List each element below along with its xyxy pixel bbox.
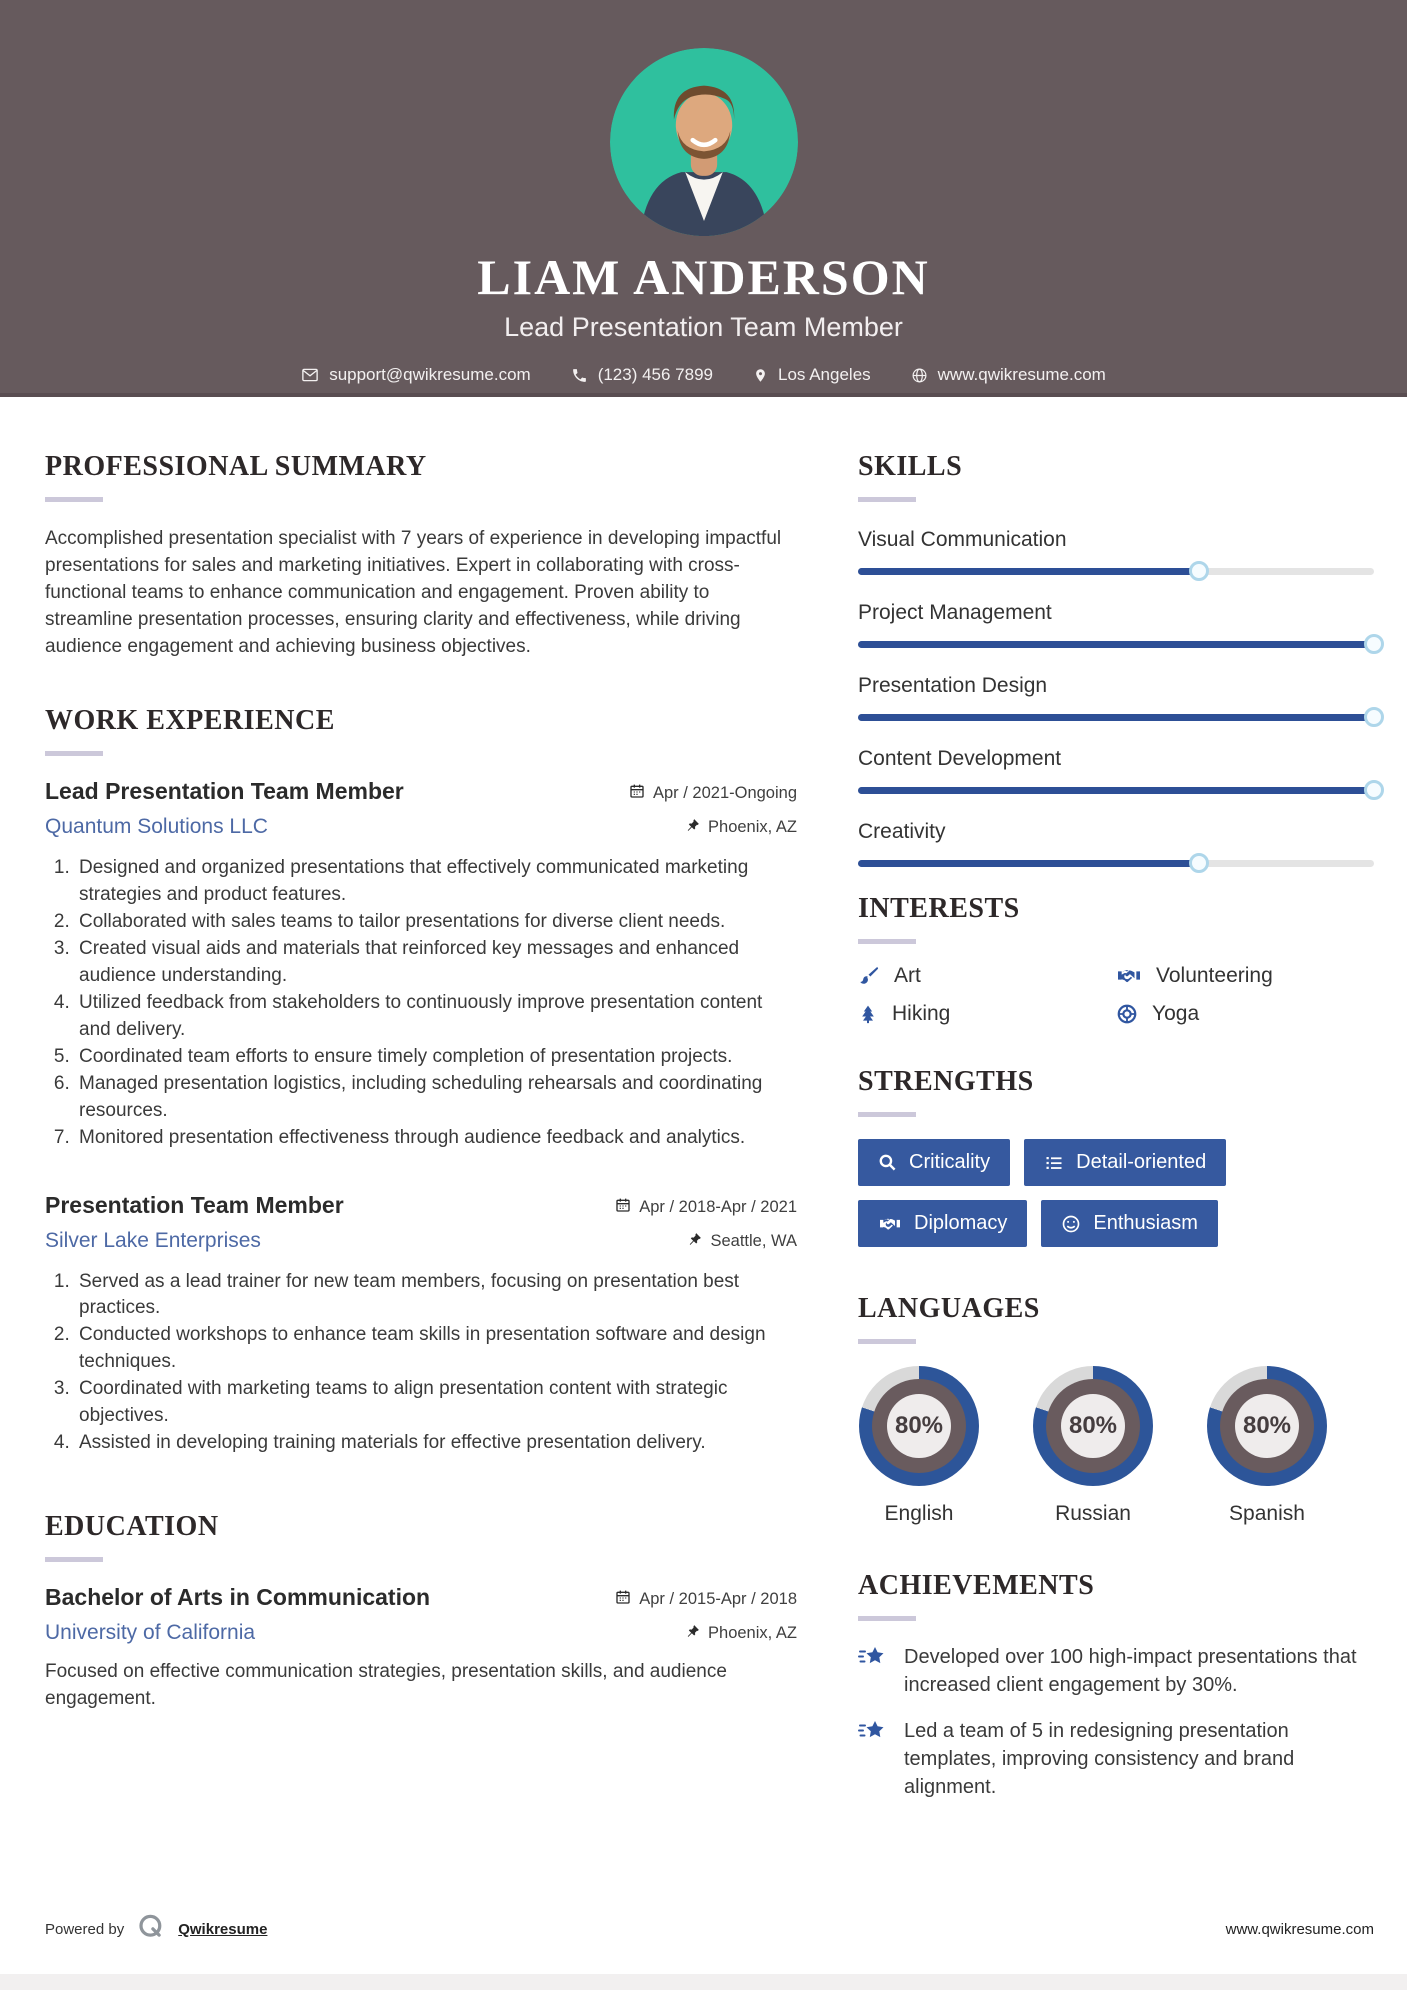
heading-underline bbox=[858, 939, 916, 944]
globe-icon bbox=[911, 367, 928, 384]
strength-badge bbox=[1024, 1139, 1226, 1186]
education-heading: EDUCATION bbox=[45, 1511, 219, 1543]
contact-location bbox=[753, 365, 871, 385]
tree-icon bbox=[858, 1003, 878, 1025]
strengths-heading: STRENGTHS bbox=[858, 1066, 1034, 1097]
contact-location-text: Los Angeles bbox=[778, 365, 871, 384]
company-link[interactable]: Silver Lake Enterprises bbox=[45, 1228, 261, 1252]
job-bullet: 4. Utilized feedback from stakeholders to continuously improve presentation content and delivery. bbox=[75, 990, 797, 1044]
interest-item bbox=[858, 1002, 1116, 1026]
job-location bbox=[688, 1231, 797, 1252]
skills-section bbox=[858, 451, 1374, 867]
languages-section bbox=[858, 1293, 1374, 1526]
skill-item bbox=[858, 601, 1374, 648]
job-date-text: Apr / 2021-Ongoing bbox=[652, 783, 797, 802]
heading-underline bbox=[45, 497, 103, 502]
contact-email bbox=[301, 365, 531, 385]
interest-label: Yoga bbox=[1152, 1002, 1200, 1025]
language-item bbox=[1206, 1366, 1328, 1526]
footer-website: www.qwikresume.com bbox=[1225, 1920, 1374, 1938]
job-date-text: Apr / 2018-Apr / 2021 bbox=[639, 1197, 797, 1216]
right-column bbox=[858, 401, 1374, 1801]
phone-icon bbox=[571, 367, 588, 384]
achievements-heading: ACHIEVEMENTS bbox=[858, 1570, 1095, 1601]
education-section bbox=[45, 1511, 797, 1713]
education-description: Focused on effective communication strategies, presentation skills, and audience engagement. bbox=[45, 1661, 727, 1710]
achievement-text: Led a team of 5 in redesigning presentation templates, improving consistency and brand alignment. bbox=[904, 1720, 1295, 1798]
calendar-icon bbox=[629, 783, 645, 804]
pushpin-icon bbox=[686, 1623, 700, 1644]
skill-bar-fill bbox=[858, 714, 1374, 721]
job-title: Presentation Team Member bbox=[45, 1191, 344, 1218]
job-title: Lead Presentation Team Member bbox=[45, 777, 404, 804]
smiley-icon bbox=[1061, 1214, 1081, 1234]
skill-slider-knob[interactable] bbox=[1364, 634, 1384, 654]
left-column bbox=[45, 401, 797, 1801]
summary-heading: PROFESSIONAL SUMMARY bbox=[45, 451, 427, 482]
strength-label: Detail-oriented bbox=[1076, 1151, 1207, 1173]
email-icon bbox=[301, 366, 319, 384]
skill-label: Visual Communication bbox=[858, 528, 1067, 551]
language-percent: 80% bbox=[887, 1394, 951, 1458]
skill-item bbox=[858, 820, 1374, 867]
skills-heading: SKILLS bbox=[858, 451, 963, 482]
heading-underline bbox=[858, 1339, 916, 1344]
strength-label: Diplomacy bbox=[914, 1212, 1008, 1234]
job-date bbox=[615, 1197, 797, 1218]
job-bullet-list bbox=[75, 855, 797, 1152]
job-bullet: 7. Monitored presentation effectiveness through audience feedback and analytics. bbox=[75, 1125, 797, 1152]
school-link[interactable]: University of California bbox=[45, 1621, 256, 1645]
avatar bbox=[610, 48, 798, 236]
skill-label: Presentation Design bbox=[858, 674, 1048, 697]
job-bullet: 2. Collaborated with sales teams to tailor presentations for diverse client needs. bbox=[75, 909, 797, 936]
skill-item bbox=[858, 528, 1374, 575]
profile-photo bbox=[610, 48, 798, 236]
interest-label: Volunteering bbox=[1156, 964, 1273, 987]
achievement-text: Developed over 100 high-impact presentations that increased client engagement by 30%. bbox=[904, 1646, 1357, 1696]
interests-heading: INTERESTS bbox=[858, 893, 1020, 924]
language-item bbox=[858, 1366, 980, 1526]
heading-underline bbox=[45, 751, 103, 756]
interest-label: Hiking bbox=[892, 1002, 951, 1025]
calendar-icon bbox=[615, 1589, 631, 1610]
language-item bbox=[1032, 1366, 1154, 1526]
shooting-star-icon bbox=[858, 1643, 888, 1699]
skill-slider-knob[interactable] bbox=[1189, 561, 1209, 581]
language-progress-ring bbox=[1033, 1366, 1153, 1486]
content bbox=[0, 401, 1407, 1801]
strengths-section bbox=[858, 1066, 1374, 1247]
interests-section bbox=[858, 893, 1374, 1026]
summary-text: Accomplished presentation specialist with 7 years of experience in developing impactful presentations for sales and marketing initiatives. Expert in collaborating with cross-functional teams to enhance communication and engagement. Proven ability to streamline presentation processes, ensuring clarity and effectiveness, while driving audience engagement and achieving business objectives. bbox=[45, 528, 782, 657]
education-date bbox=[615, 1589, 797, 1610]
language-progress-ring bbox=[1207, 1366, 1327, 1486]
skill-slider-knob[interactable] bbox=[1364, 780, 1384, 800]
magnifier-icon bbox=[878, 1153, 897, 1172]
language-percent: 80% bbox=[1235, 1394, 1299, 1458]
pushpin-icon bbox=[688, 1231, 702, 1252]
language-label: Spanish bbox=[1229, 1502, 1305, 1525]
skill-bar-fill bbox=[858, 641, 1374, 648]
strength-badge bbox=[858, 1139, 1010, 1186]
job-bullet: 4. Assisted in developing training materials for effective presentation delivery. bbox=[75, 1430, 797, 1457]
job-bullet: 1. Served as a lead trainer for new team members, focusing on presentation best practices. bbox=[75, 1269, 797, 1323]
skill-label: Content Development bbox=[858, 747, 1062, 770]
paintbrush-icon bbox=[858, 965, 880, 987]
contact-website-text: www.qwikresume.com bbox=[937, 365, 1106, 384]
person-title: Lead Presentation Team Member bbox=[504, 312, 903, 342]
contact-phone bbox=[571, 365, 713, 385]
handshake-icon bbox=[1116, 965, 1142, 987]
skill-slider bbox=[858, 860, 1374, 867]
lifebuoy-icon bbox=[1116, 1003, 1138, 1025]
work-heading: WORK EXPERIENCE bbox=[45, 704, 335, 736]
location-icon bbox=[753, 367, 768, 384]
interest-item bbox=[1116, 964, 1374, 988]
shooting-star-icon bbox=[858, 1717, 888, 1801]
heading-underline bbox=[858, 1616, 916, 1621]
powered-by-label: Powered by bbox=[45, 1920, 125, 1938]
person-name: LIAM ANDERSON bbox=[477, 249, 930, 305]
interest-label: Art bbox=[894, 964, 921, 987]
company-link[interactable]: Quantum Solutions LLC bbox=[45, 814, 268, 838]
languages-heading: LANGUAGES bbox=[858, 1293, 1040, 1324]
job-bullet: 3. Coordinated with marketing teams to align presentation content with strategic objectives. bbox=[75, 1376, 797, 1430]
job-location-text: Phoenix, AZ bbox=[708, 817, 797, 836]
heading-underline bbox=[858, 497, 916, 502]
job-location-text: Seattle, WA bbox=[710, 1231, 797, 1250]
list-icon bbox=[1044, 1154, 1064, 1172]
skill-bar-fill bbox=[858, 787, 1374, 794]
strength-badge bbox=[1041, 1200, 1218, 1247]
skill-label: Creativity bbox=[858, 820, 946, 843]
education-date-text: Apr / 2015-Apr / 2018 bbox=[639, 1590, 797, 1609]
qwikresume-logo-icon bbox=[136, 1912, 166, 1946]
contact-row bbox=[301, 365, 1106, 385]
language-label: English bbox=[884, 1502, 954, 1525]
strength-label: Enthusiasm bbox=[1093, 1212, 1198, 1234]
summary-section bbox=[45, 451, 797, 661]
language-progress-ring bbox=[859, 1366, 979, 1486]
education-location-text: Phoenix, AZ bbox=[708, 1624, 797, 1643]
contact-email-text: support@qwikresume.com bbox=[329, 365, 531, 384]
language-percent: 80% bbox=[1061, 1394, 1125, 1458]
bottom-strip bbox=[0, 1974, 1407, 1990]
education-entry bbox=[45, 1584, 797, 1713]
powered-by bbox=[45, 1912, 267, 1946]
skill-label: Project Management bbox=[858, 601, 1052, 624]
education-location bbox=[686, 1623, 797, 1644]
skill-slider bbox=[858, 568, 1374, 575]
job-entry bbox=[45, 778, 797, 1152]
skill-slider bbox=[858, 787, 1374, 794]
achievements-section bbox=[858, 1570, 1374, 1801]
skill-slider bbox=[858, 641, 1374, 648]
skill-bar-fill bbox=[858, 568, 1199, 575]
skill-bar-fill bbox=[858, 860, 1199, 867]
qwikresume-link[interactable]: Qwikresume bbox=[178, 1920, 268, 1938]
achievement-item bbox=[858, 1717, 1374, 1801]
interest-item bbox=[858, 964, 1116, 988]
heading-underline bbox=[858, 1112, 916, 1117]
skill-slider-knob[interactable] bbox=[1189, 853, 1209, 873]
language-label: Russian bbox=[1055, 1502, 1131, 1525]
achievement-item bbox=[858, 1643, 1374, 1699]
heading-underline bbox=[45, 1557, 103, 1562]
job-bullet: 6. Managed presentation logistics, including scheduling rehearsals and coordinating resources. bbox=[75, 1071, 797, 1125]
job-bullet: 2. Conducted workshops to enhance team skills in presentation software and design techniques. bbox=[75, 1322, 797, 1376]
work-experience-section bbox=[45, 705, 797, 1457]
job-location bbox=[686, 817, 797, 838]
skill-item bbox=[858, 747, 1374, 794]
calendar-icon bbox=[615, 1197, 631, 1218]
degree-title: Bachelor of Arts in Communication bbox=[45, 1584, 431, 1611]
footer bbox=[45, 1912, 1374, 1946]
job-bullet: 1. Designed and organized presentations that effectively communicated marketing strategies and product features. bbox=[75, 855, 797, 909]
job-date bbox=[629, 783, 797, 804]
interest-item bbox=[1116, 1002, 1374, 1026]
job-bullet: 5. Coordinated team efforts to ensure timely completion of presentation projects. bbox=[75, 1044, 797, 1071]
job-bullet: 3. Created visual aids and materials that reinforced key messages and enhanced audience understanding. bbox=[75, 936, 797, 990]
contact-website bbox=[911, 365, 1106, 385]
skill-item bbox=[858, 674, 1374, 721]
skill-slider-knob[interactable] bbox=[1364, 707, 1384, 727]
strength-label: Criticality bbox=[909, 1151, 991, 1173]
contact-phone-text: (123) 456 7899 bbox=[597, 365, 714, 384]
job-entry bbox=[45, 1192, 797, 1458]
resume-header bbox=[0, 0, 1407, 397]
job-bullet-list bbox=[75, 1269, 797, 1458]
skill-slider bbox=[858, 714, 1374, 721]
handshake-icon bbox=[878, 1214, 902, 1234]
strength-badge bbox=[858, 1200, 1027, 1247]
pushpin-icon bbox=[686, 817, 700, 838]
